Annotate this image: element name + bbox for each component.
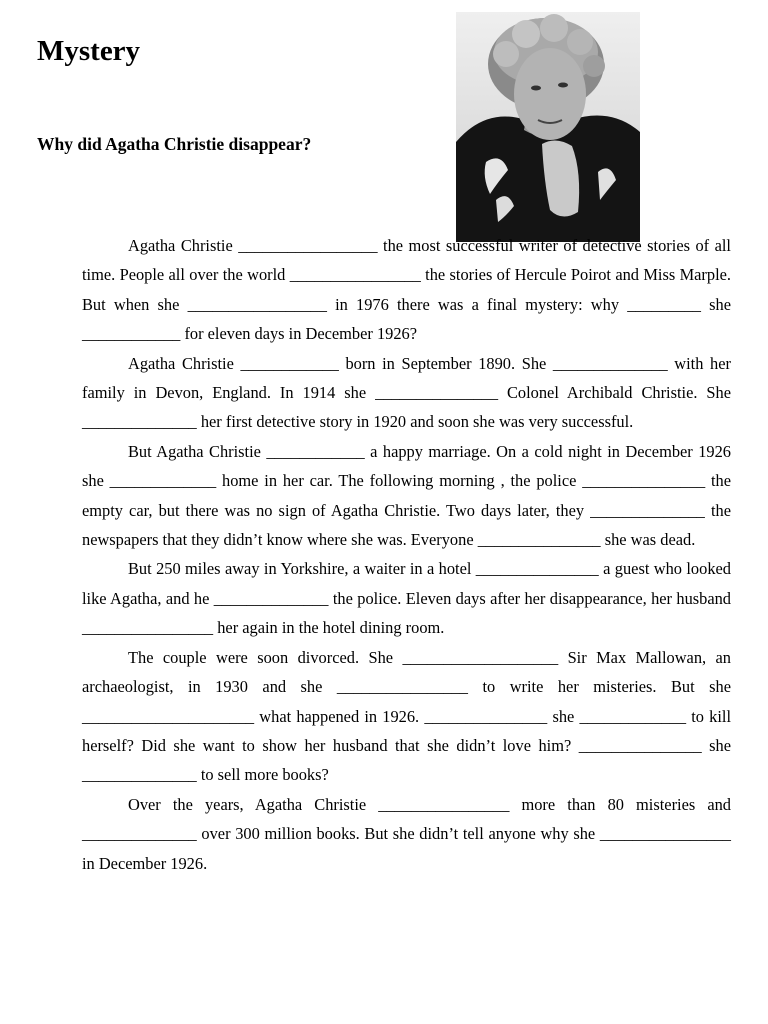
paragraph: The couple were soon divorced. She ___________________ Sir Max Mallowan, an archaeologist, in 1930 and she ________________ to write her misteries. But she _____________________ what happened in 1926. _______________ she _____________ to kill herself? Did she want to show her husband that she didn’t love him? _______________ she ______________ to sell more books? (82, 647, 731, 785)
page-title: Mystery (37, 35, 141, 67)
paragraph: But 250 miles away in Yorkshire, a waiter in a hotel _______________ a guest who looked like Agatha, and he ______________ the police. Eleven days after her disappearance, her husband ________________ her again in the hotel dining room. (82, 559, 731, 638)
question-heading: Why did Agatha Christie disappear? (37, 134, 312, 154)
portrait-photo (456, 12, 640, 242)
story-text (82, 231, 731, 878)
paragraph: But Agatha Christie ____________ a happy marriage. On a cold night in December 1926 she _____________ home in her car. The following morning , the police _______________ the empty car, but there was no sign of Agatha Christie. Two days later, they ______________ the newspapers that they didn’t know where she was. Everyone _______________ she was dead. (82, 441, 731, 550)
paragraph: Agatha Christie ____________ born in September 1890. She ______________ with her family in Devon, England. In 1914 she _______________ Colonel Archibald Christie. She ______________ her first detective story in 1920 and soon she was very successful. (82, 353, 731, 432)
paragraph: Over the years, Agatha Christie ________________ more than 80 misteries and ______________ over 300 million books. But she didn’t tell anyone why she ________________ in December 1926. (82, 794, 731, 873)
paragraph: Agatha Christie _________________ the most successful writer of detective stories of all time. People all over the world ________________ the stories of Hercule Poirot and Miss Marple. But when she _________________ in 1976 there was a final mystery: why _________ she ____________ for eleven days in December 1926? (82, 236, 731, 344)
